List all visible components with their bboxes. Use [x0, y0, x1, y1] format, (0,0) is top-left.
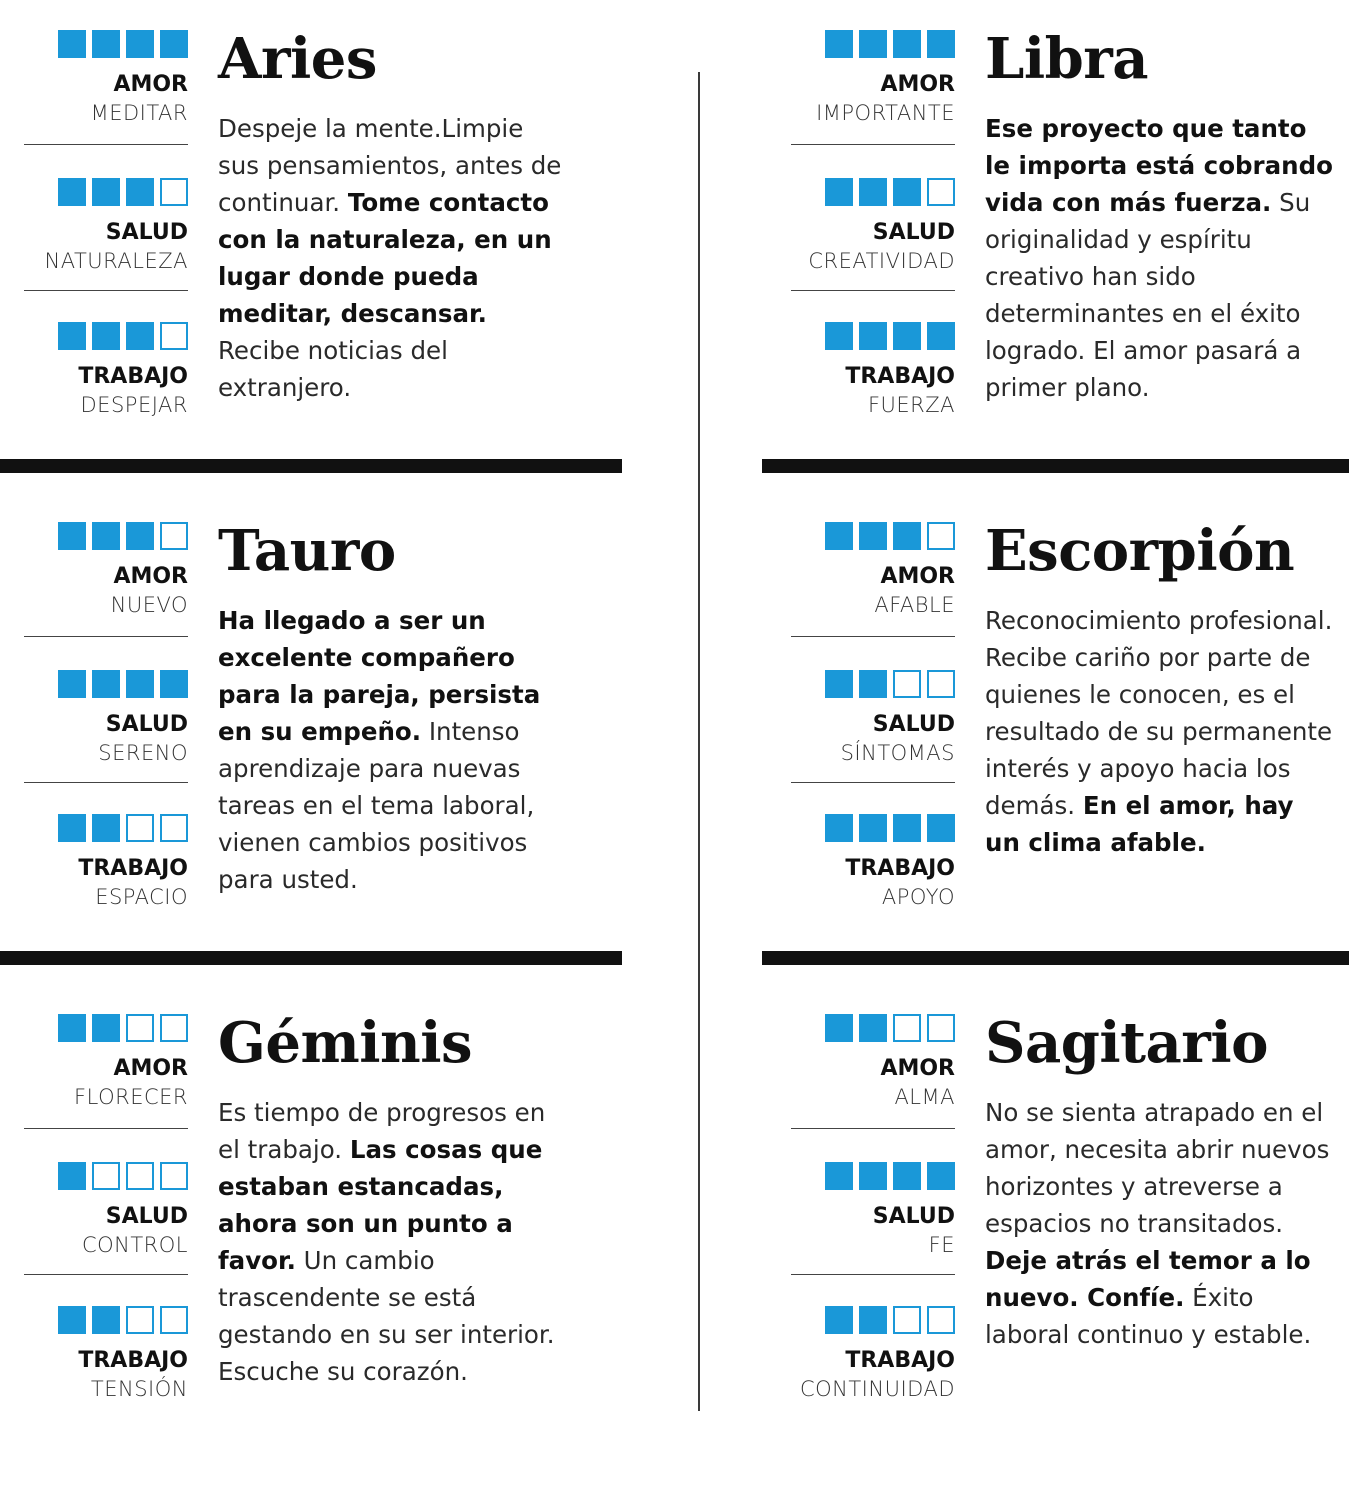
rating-square [825, 322, 853, 350]
rating-label: SALUD [105, 220, 188, 245]
rating-squares [24, 30, 188, 60]
rating-label: SALUD [872, 1204, 955, 1229]
rating-trabajo [24, 814, 188, 912]
rating-keyword: IMPORTANTE [816, 101, 955, 125]
rating-square [126, 1014, 154, 1042]
body-text: Despeje la mente.Limpie sus pensamientos, antes de continuar. [218, 114, 562, 217]
highlight-text: Las cosas que estaban estancadas, ahora son un punto a favor. [218, 1135, 543, 1275]
rating-square [927, 814, 955, 842]
rating-label: AMOR [880, 1056, 955, 1081]
rating-square [859, 322, 887, 350]
horoscope-sign [779, 1010, 1349, 1494]
rating-square [825, 814, 853, 842]
rating-squares [24, 1162, 188, 1192]
rating-label: TRABAJO [78, 1348, 188, 1373]
rating-amor [24, 30, 188, 128]
rating-square [92, 30, 120, 58]
rating-keyword: FE [928, 1233, 955, 1257]
rating-square [927, 30, 955, 58]
rating-square [58, 30, 86, 58]
rating-square [825, 670, 853, 698]
rating-square [859, 522, 887, 550]
rating-square [160, 1162, 188, 1190]
sign-description [218, 110, 568, 406]
rating-divider [24, 1128, 188, 1129]
rating-keyword: CONTINUIDAD [799, 1377, 955, 1401]
rating-square [92, 522, 120, 550]
horoscope-sign [12, 1010, 632, 1494]
sign-title: Sagitario [985, 1010, 1268, 1076]
rating-square [92, 814, 120, 842]
rating-square [859, 1014, 887, 1042]
rating-square [893, 178, 921, 206]
rating-square [126, 1162, 154, 1190]
highlight-text: Deje atrás el temor a lo nuevo. Confíe. [985, 1246, 1311, 1312]
rating-trabajo [791, 322, 955, 420]
rating-salud [791, 178, 955, 276]
rating-divider [24, 1274, 188, 1275]
rating-divider [24, 144, 188, 145]
sign-description [985, 602, 1335, 861]
rating-square [927, 1306, 955, 1334]
rating-keyword: TENSIÓN [90, 1377, 188, 1401]
horoscope-sign [12, 518, 632, 1002]
rating-divider [791, 782, 955, 783]
sign-description [985, 1094, 1335, 1353]
rating-keyword: SÍNTOMAS [840, 741, 955, 765]
rating-squares [791, 1014, 955, 1044]
rating-keyword: MEDITAR [90, 101, 188, 125]
body-text: Intenso aprendizaje para nuevas tareas en el tema laboral, vienen cambios positivos para usted. [218, 717, 535, 894]
rating-keyword: APOYO [881, 885, 955, 909]
rating-square [58, 670, 86, 698]
rating-square [126, 522, 154, 550]
rating-label: SALUD [872, 712, 955, 737]
rating-trabajo [24, 322, 188, 420]
body-text: Éxito laboral continuo y estable. [985, 1283, 1312, 1349]
rating-squares [24, 814, 188, 844]
body-text: Recibe noticias del extranjero. [218, 336, 448, 402]
rating-square [160, 30, 188, 58]
rating-salud [24, 670, 188, 768]
rating-amor [791, 30, 955, 128]
rating-squares [24, 1306, 188, 1336]
rating-keyword: CREATIVIDAD [808, 249, 955, 273]
rating-square [927, 1162, 955, 1190]
rating-square [58, 1014, 86, 1042]
rating-square [859, 670, 887, 698]
rating-keyword: DESPEJAR [80, 393, 188, 417]
rating-keyword: FLORECER [74, 1085, 188, 1109]
rating-squares [791, 30, 955, 60]
rating-square [927, 522, 955, 550]
sign-title: Aries [218, 26, 377, 92]
rating-square [92, 322, 120, 350]
rating-square [92, 670, 120, 698]
rating-square [126, 30, 154, 58]
rating-divider [791, 144, 955, 145]
rating-square [126, 670, 154, 698]
rating-amor [24, 522, 188, 620]
rating-label: SALUD [105, 712, 188, 737]
rating-square [927, 322, 955, 350]
rating-square [825, 178, 853, 206]
rating-square [893, 30, 921, 58]
highlight-text: Tome contacto con la naturaleza, en un lugar donde pueda meditar, descansar. [218, 188, 552, 328]
rating-square [893, 522, 921, 550]
sign-description [218, 602, 568, 898]
rating-square [160, 1014, 188, 1042]
rating-square [58, 1162, 86, 1190]
rating-keyword: FUERZA [867, 393, 955, 417]
rating-square [859, 1306, 887, 1334]
rating-square [58, 522, 86, 550]
rating-square [859, 30, 887, 58]
rating-divider [24, 290, 188, 291]
rating-label: AMOR [880, 72, 955, 97]
rating-square [160, 814, 188, 842]
body-text: Es tiempo de progresos en el trabajo. [218, 1098, 546, 1164]
rating-square [859, 1162, 887, 1190]
rating-trabajo [791, 1306, 955, 1404]
rating-square [126, 814, 154, 842]
sign-title: Tauro [218, 518, 396, 584]
rating-square [859, 178, 887, 206]
sign-description [218, 1094, 568, 1390]
rating-trabajo [24, 1306, 188, 1404]
rating-square [825, 1014, 853, 1042]
rating-divider [791, 290, 955, 291]
horoscope-sign [12, 26, 632, 510]
rating-squares [24, 178, 188, 208]
rating-square [160, 322, 188, 350]
rating-square [825, 1306, 853, 1334]
rating-salud [24, 1162, 188, 1260]
rating-keyword: CONTROL [81, 1233, 188, 1257]
sign-title: Libra [985, 26, 1149, 92]
body-text: No se sienta atrapado en el amor, necesita abrir nuevos horizontes y atreverse a espacios no transitados. [985, 1098, 1330, 1238]
rating-square [927, 1014, 955, 1042]
rating-squares [791, 814, 955, 844]
rating-keyword: ALMA [894, 1085, 955, 1109]
rating-amor [24, 1014, 188, 1112]
sign-title: Géminis [218, 1010, 472, 1076]
rating-square [58, 178, 86, 206]
rating-squares [24, 522, 188, 552]
rating-amor [791, 1014, 955, 1112]
rating-keyword: SERENO [98, 741, 188, 765]
body-text: Reconocimiento profesional. Recibe cariño por parte de quienes le conocen, es el resultado de su permanente interés y apoyo hacia los demás. [985, 606, 1333, 820]
rating-label: AMOR [880, 564, 955, 589]
rating-square [893, 814, 921, 842]
rating-divider [791, 1128, 955, 1129]
horoscope-sign [779, 518, 1349, 1002]
rating-label: TRABAJO [78, 364, 188, 389]
rating-square [825, 30, 853, 58]
rating-squares [24, 670, 188, 700]
rating-squares [24, 1014, 188, 1044]
highlight-text: Ha llegado a ser un excelente compañero para la pareja, persista en su empeño. [218, 606, 541, 746]
rating-square [58, 322, 86, 350]
rating-keyword: AFABLE [874, 593, 955, 617]
rating-square [893, 1306, 921, 1334]
rating-square [893, 670, 921, 698]
rating-square [893, 322, 921, 350]
rating-square [927, 178, 955, 206]
body-text: Un cambio trascendente se está gestando en su ser interior. Escuche su corazón. [218, 1246, 555, 1386]
rating-divider [791, 1274, 955, 1275]
rating-salud [24, 178, 188, 276]
rating-squares [791, 670, 955, 700]
rating-square [825, 522, 853, 550]
rating-squares [791, 178, 955, 208]
sign-description [985, 110, 1335, 406]
rating-divider [24, 636, 188, 637]
rating-square [160, 178, 188, 206]
rating-square [92, 178, 120, 206]
rating-divider [24, 782, 188, 783]
rating-salud [791, 670, 955, 768]
rating-divider [791, 636, 955, 637]
rating-square [126, 322, 154, 350]
rating-squares [24, 322, 188, 352]
rating-keyword: ESPACIO [95, 885, 188, 909]
rating-square [893, 1162, 921, 1190]
horoscope-sign [779, 26, 1349, 510]
rating-keyword: NUEVO [110, 593, 188, 617]
rating-label: TRABAJO [845, 856, 955, 881]
rating-label: TRABAJO [78, 856, 188, 881]
rating-label: AMOR [113, 564, 188, 589]
rating-square [160, 670, 188, 698]
rating-square [58, 1306, 86, 1334]
highlight-text: En el amor, hay un clima afable. [985, 791, 1294, 857]
rating-keyword: NATURALEZA [44, 249, 188, 273]
rating-squares [791, 1162, 955, 1192]
rating-label: SALUD [105, 1204, 188, 1229]
rating-square [893, 1014, 921, 1042]
rating-square [825, 1162, 853, 1190]
body-text: Su originalidad y espíritu creativo han sido determinantes en el éxito logrado. El amor pasará a primer plano. [985, 188, 1311, 402]
rating-squares [791, 522, 955, 552]
rating-square [126, 1306, 154, 1334]
sign-title: Escorpión [985, 518, 1295, 584]
rating-square [859, 814, 887, 842]
rating-square [92, 1014, 120, 1042]
rating-salud [791, 1162, 955, 1260]
rating-label: TRABAJO [845, 364, 955, 389]
rating-square [58, 814, 86, 842]
rating-square [160, 1306, 188, 1334]
column-divider [698, 72, 700, 1411]
rating-square [126, 178, 154, 206]
rating-squares [791, 322, 955, 352]
rating-label: TRABAJO [845, 1348, 955, 1373]
highlight-text: Ese proyecto que tanto le importa está cobrando vida con más fuerza. [985, 114, 1333, 217]
rating-squares [791, 1306, 955, 1336]
rating-label: AMOR [113, 72, 188, 97]
rating-label: SALUD [872, 220, 955, 245]
rating-square [160, 522, 188, 550]
rating-square [927, 670, 955, 698]
rating-trabajo [791, 814, 955, 912]
rating-square [92, 1162, 120, 1190]
rating-label: AMOR [113, 1056, 188, 1081]
rating-amor [791, 522, 955, 620]
rating-square [92, 1306, 120, 1334]
